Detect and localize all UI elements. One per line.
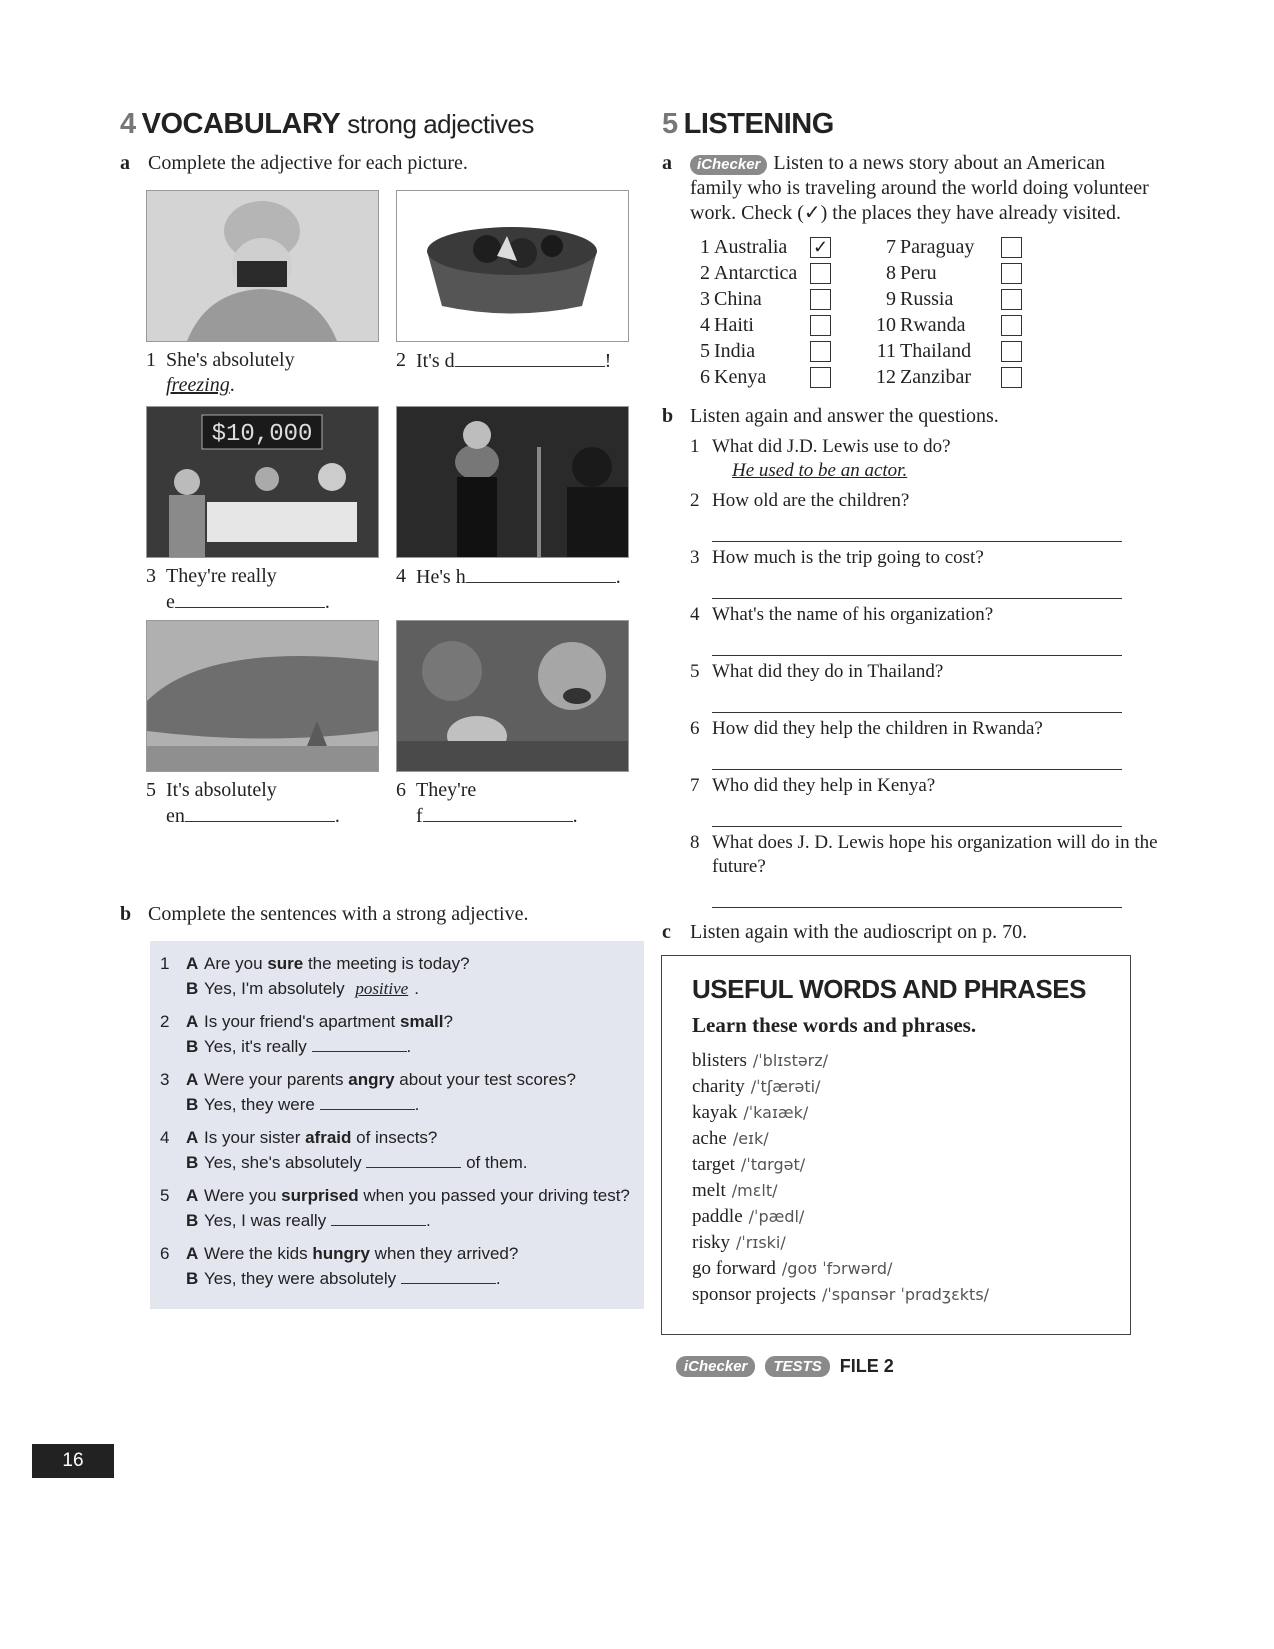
item-number: 2 [160,1012,170,1031]
checkbox[interactable] [810,263,831,284]
section-number: 5 [662,108,678,140]
place-name: Thailand [900,340,972,362]
caption-text: They're [416,779,477,801]
useful-words-box [661,955,1131,1335]
answer-line[interactable] [712,513,1122,542]
item-number: 1 [700,236,710,258]
line-text: Yes, I'm absolutely [204,979,350,998]
answer-prefix: e [166,591,175,613]
places-checklist [690,234,1162,394]
word-text: blisters [692,1050,747,1071]
caption-text: It's absolutely [166,779,277,801]
place-item [876,286,953,312]
bold-word: hungry [312,1244,370,1263]
item-number: 12 [876,366,896,388]
item-number: 10 [876,314,896,336]
phonetic-text: /ˈpædl/ [748,1207,805,1226]
dialogue-item [160,1009,630,1059]
instruction-text: Listen to a news story about an American family who is traveling around the world doing volunteer work. Check (✓) the places they have already visited. [690,152,1149,224]
footer-badges [676,1356,894,1377]
item-number: 1 [160,954,170,973]
line-text: Is your sister [204,1128,306,1147]
word-text: sponsor projects [692,1284,817,1305]
answer-blank[interactable] [312,1035,407,1052]
line-text: about your test scores? [394,1070,576,1089]
listening-part-a-instruction [662,151,1160,226]
place-item [690,260,797,286]
caption-end: ! [604,350,612,372]
caption-end: . [572,805,578,827]
checkbox[interactable] [810,341,831,362]
answer-line[interactable] [712,627,1122,656]
answer-blank[interactable] [455,348,605,367]
bold-word: surprised [281,1186,359,1205]
item-number: 6 [396,779,406,801]
word-text: go forward [692,1258,776,1279]
answer-blank[interactable] [175,589,325,608]
part-letter: a [120,152,130,174]
item-number: 2 [700,262,710,284]
picture-caption [146,564,377,615]
answer-prefix: f [416,805,423,827]
question-text: How did they help the children in Rwanda? [712,718,1043,739]
answer-text: He used to be an actor. [732,460,908,481]
phonetic-text: /ˈrɪski/ [736,1233,786,1252]
dialogue-item [160,1067,630,1117]
item-number: 3 [690,547,700,568]
word-text: melt [692,1180,726,1201]
line-text: Is your friend's apartment [204,1012,400,1031]
picture-item [146,190,377,398]
picture-item [146,620,377,829]
picture-item [146,406,377,615]
question-text: Who did they help in Kenya? [712,775,936,796]
item-number: 1 [690,436,700,457]
speaker-a-line: A Is your friend's apartment small? [186,1012,453,1031]
instruction-text: Complete the adjective for each picture. [148,152,468,174]
section-title: VOCABULARY [141,108,340,140]
picture-caption [396,564,627,590]
item-number: 7 [886,236,896,258]
item-number: 3 [160,1070,170,1089]
word-text: risky [692,1232,730,1253]
question-text: How old are the children? [712,490,910,511]
caption-end: . [229,374,235,396]
item-number: 6 [160,1244,170,1263]
bold-word: small [400,1012,444,1031]
picture-caption [146,778,377,829]
question-text: What does J. D. Lewis hope his organization will do in the future? [712,832,1158,877]
question-item [690,717,1162,770]
answer-blank[interactable] [320,1093,415,1110]
picture-item [396,620,627,829]
line-text: Yes, it's really [204,1037,312,1056]
phonetic-text: /eɪk/ [732,1129,769,1148]
dialogue-item [160,1125,630,1175]
speaker-a-line: A Were the kids hungry when they arrived? [186,1244,519,1263]
line-text: . [425,1211,431,1230]
dialogue-item [160,951,630,1001]
checkbox[interactable] [1001,237,1022,258]
line-text: . [414,1095,420,1114]
place-item [876,364,971,390]
answer-blank[interactable] [466,564,616,583]
speaker-b-line: B Yes, it's really . [186,1037,412,1056]
bold-word: angry [348,1070,395,1089]
word-text: charity [692,1076,745,1097]
caption-text: They're really [166,565,277,587]
caption-end: . [324,591,330,613]
vocab-part-a-instruction [120,151,660,176]
bold-word: afraid [305,1128,352,1147]
picture-caption [396,348,627,374]
place-item [876,234,974,260]
answer-rest: eezing [178,374,230,396]
part-letter: b [120,903,132,925]
word-entry [692,1204,1130,1230]
word-entry [692,1074,1130,1100]
line-text: the meeting is today? [303,954,470,973]
listening-heading [662,108,1162,141]
section-number: 4 [120,108,136,140]
answer-blank[interactable] [366,1151,461,1168]
place-name: Russia [900,288,954,310]
phonetic-text: /goʊ ˈfɔrwərd/ [781,1259,893,1278]
item-number: 4 [690,604,700,625]
question-item [690,489,1162,542]
line-text: Are you [204,954,268,973]
dialogue-item [160,1241,630,1291]
listening-section [662,108,1162,945]
answer-blank[interactable] [185,803,335,822]
place-item [690,338,755,364]
line-text: of insects? [351,1128,438,1147]
item-number: 1 [146,349,156,371]
checkbox[interactable]: ✓ [810,237,831,258]
line-text: . [406,1037,412,1056]
place-name: Paraguay [900,236,975,258]
comedian-image [396,406,629,558]
place-name: India [714,340,756,362]
ichecker-badge: iChecker [676,1356,755,1377]
line-text: when they arrived? [369,1244,519,1263]
tests-badge: TESTS [765,1356,829,1377]
answer-line[interactable] [712,741,1122,770]
item-number: 7 [690,775,700,796]
vocabulary-heading [120,108,660,141]
speaker-a-line: A Were your parents angry about your test scores? [186,1070,576,1089]
checkbox[interactable] [810,315,831,336]
instruction-text: Listen again and answer the questions. [690,405,999,427]
speaker-b-line: B Yes, I was really . [186,1211,431,1230]
answer-line[interactable] [712,879,1122,908]
line-text: . [414,979,419,998]
place-name: China [714,288,762,310]
caption-text: He's h [416,566,466,588]
line-text: Yes, she's absolutely [204,1153,367,1172]
place-name: Haiti [714,314,754,336]
item-number: 4 [700,314,710,336]
dialogue-box [150,941,644,1309]
item-number: 3 [700,288,710,310]
caption-end: . [334,805,340,827]
speaker-b-line: B Yes, I'm absolutely positive . [186,979,419,998]
section-subtitle: strong adjectives [347,109,534,139]
caption-end: . [615,566,621,588]
word-entry [692,1256,1130,1282]
item-number: 2 [690,490,700,511]
speaker-b-line: B Yes, they were . [186,1095,420,1114]
place-item [876,312,966,338]
phonetic-text: /ˈkaɪæk/ [743,1103,809,1122]
freezing-woman-image [146,190,379,342]
phonetic-text: /ˈblɪstərz/ [752,1051,829,1070]
phonetic-text: /mɛlt/ [731,1181,778,1200]
place-item [690,234,829,260]
useful-words-title: USEFUL WORDS AND PHRASES [692,974,1086,1004]
item-number: 2 [396,349,406,371]
place-name: Zanzibar [900,366,972,388]
line-text: when you passed your driving test? [358,1186,630,1205]
question-item [690,660,1162,713]
word-text: kayak [692,1102,738,1123]
question-item [690,774,1162,827]
picture-caption [146,348,377,398]
checkbox[interactable] [1001,289,1022,310]
section-title: LISTENING [683,108,834,140]
place-name: Rwanda [900,314,966,336]
answer-blank[interactable] [401,1267,496,1284]
item-number: 6 [690,718,700,739]
checkbox[interactable] [1001,263,1022,284]
speaker-b-line: B Yes, she's absolutely of them. [186,1153,528,1172]
question-item [690,546,1162,599]
question-text: What did they do in Thailand? [712,661,944,682]
word-entry [692,1126,1130,1152]
caption-text: She's absolutely [166,349,295,371]
phonetic-text: /ˈtʃærəti/ [750,1077,821,1096]
word-entry [692,1048,1130,1074]
question-text: What did J.D. Lewis use to do? [712,436,951,457]
place-name: Antarctica [714,262,798,284]
vocabulary-section [120,108,660,1309]
file-label: FILE 2 [839,1356,894,1376]
check-amount-text: $10,000 [211,421,313,448]
place-item [876,260,937,286]
useful-words-subtitle: Learn these words and phrases. [692,1013,977,1037]
word-entry [692,1152,1130,1178]
question-text: How much is the trip going to cost? [712,547,984,568]
item-number: 5 [700,340,710,362]
line-text: Were the kids [204,1244,313,1263]
item-number: 5 [160,1186,170,1205]
speaker-a-line: A Are you sure the meeting is today? [186,954,470,973]
question-item [690,831,1162,908]
answer-blank[interactable] [423,803,573,822]
item-number: 3 [146,565,156,587]
word-text: paddle [692,1206,743,1227]
muddy-people-image [396,620,629,772]
picture-caption [396,778,627,829]
bold-word: sure [267,954,304,973]
item-number: 5 [146,779,156,801]
word-entry [692,1230,1130,1256]
item-number: 5 [690,661,700,682]
checkbox[interactable] [1001,315,1022,336]
word-text: target [692,1154,735,1175]
answer-line[interactable] [712,684,1122,713]
answer-text [166,374,230,396]
answer-blank[interactable] [331,1209,426,1226]
checkbox[interactable] [1001,367,1022,388]
page-number: 16 [32,1444,114,1478]
tart-image [396,190,629,342]
item-number: 4 [160,1128,170,1147]
listening-part-b-instruction [662,404,1162,429]
answer-prefix: en [166,805,185,827]
question-text: What's the name of his organization? [712,604,994,625]
place-name: Kenya [714,366,767,388]
speaker-a-line: A Is your sister afraid of insects? [186,1128,438,1147]
place-item [690,286,762,312]
place-name: Peru [900,262,937,284]
answer-prefix: fr [166,374,179,396]
picture-item [396,190,627,374]
answer-line[interactable] [712,570,1122,599]
question-list [690,435,1162,908]
checkbox[interactable] [1001,341,1022,362]
line-text: Were you [204,1186,282,1205]
instruction-text: Complete the sentences with a strong adjective. [148,903,529,925]
picture-grid [120,190,660,840]
vocab-part-b-instruction [120,902,660,927]
question-item [690,603,1162,656]
item-number: 4 [396,565,406,587]
instruction-text: Listen again with the audioscript on p. 70. [690,921,1028,943]
lottery-winners-image [146,406,379,558]
question-item [690,435,1162,483]
item-number: 11 [876,340,896,362]
speaker-b-line: B Yes, they were absolutely . [186,1269,501,1288]
part-letter: b [662,405,674,427]
item-number: 8 [886,262,896,284]
line-text: ? [443,1012,453,1031]
checkbox[interactable] [810,367,831,388]
phonetic-text: /ˈtɑrgət/ [740,1155,806,1174]
line-text: Yes, they were [204,1095,320,1114]
word-entry [692,1178,1130,1204]
caption-text: It's d [416,350,455,372]
part-letter: a [662,152,672,174]
word-entry [692,1282,1130,1308]
line-text: Yes, they were absolutely [204,1269,401,1288]
place-item [690,312,754,338]
item-number: 6 [700,366,710,388]
word-entry [692,1100,1130,1126]
answer-line[interactable] [712,798,1122,827]
line-text: . [495,1269,501,1288]
ichecker-badge: iChecker [690,155,767,175]
whale-image [146,620,379,772]
line-text: of them. [461,1153,528,1172]
picture-item [396,406,627,590]
place-item [876,338,971,364]
place-name: Australia [714,236,788,258]
word-text: ache [692,1128,727,1149]
part-letter: c [662,921,671,943]
item-number: 8 [690,832,700,853]
listening-part-c-instruction [662,920,1162,945]
answer-text: positive [355,979,409,998]
speaker-a-line: A Were you surprised when you passed your driving test? [186,1186,630,1205]
checkbox[interactable] [810,289,831,310]
line-text: Were your parents [204,1070,349,1089]
phonetic-text: /ˈspɑnsər ˈprɑdʒɛkts/ [822,1285,990,1304]
item-number: 9 [886,288,896,310]
place-item [690,364,766,390]
line-text: Yes, I was really [204,1211,331,1230]
dialogue-item [160,1183,630,1233]
